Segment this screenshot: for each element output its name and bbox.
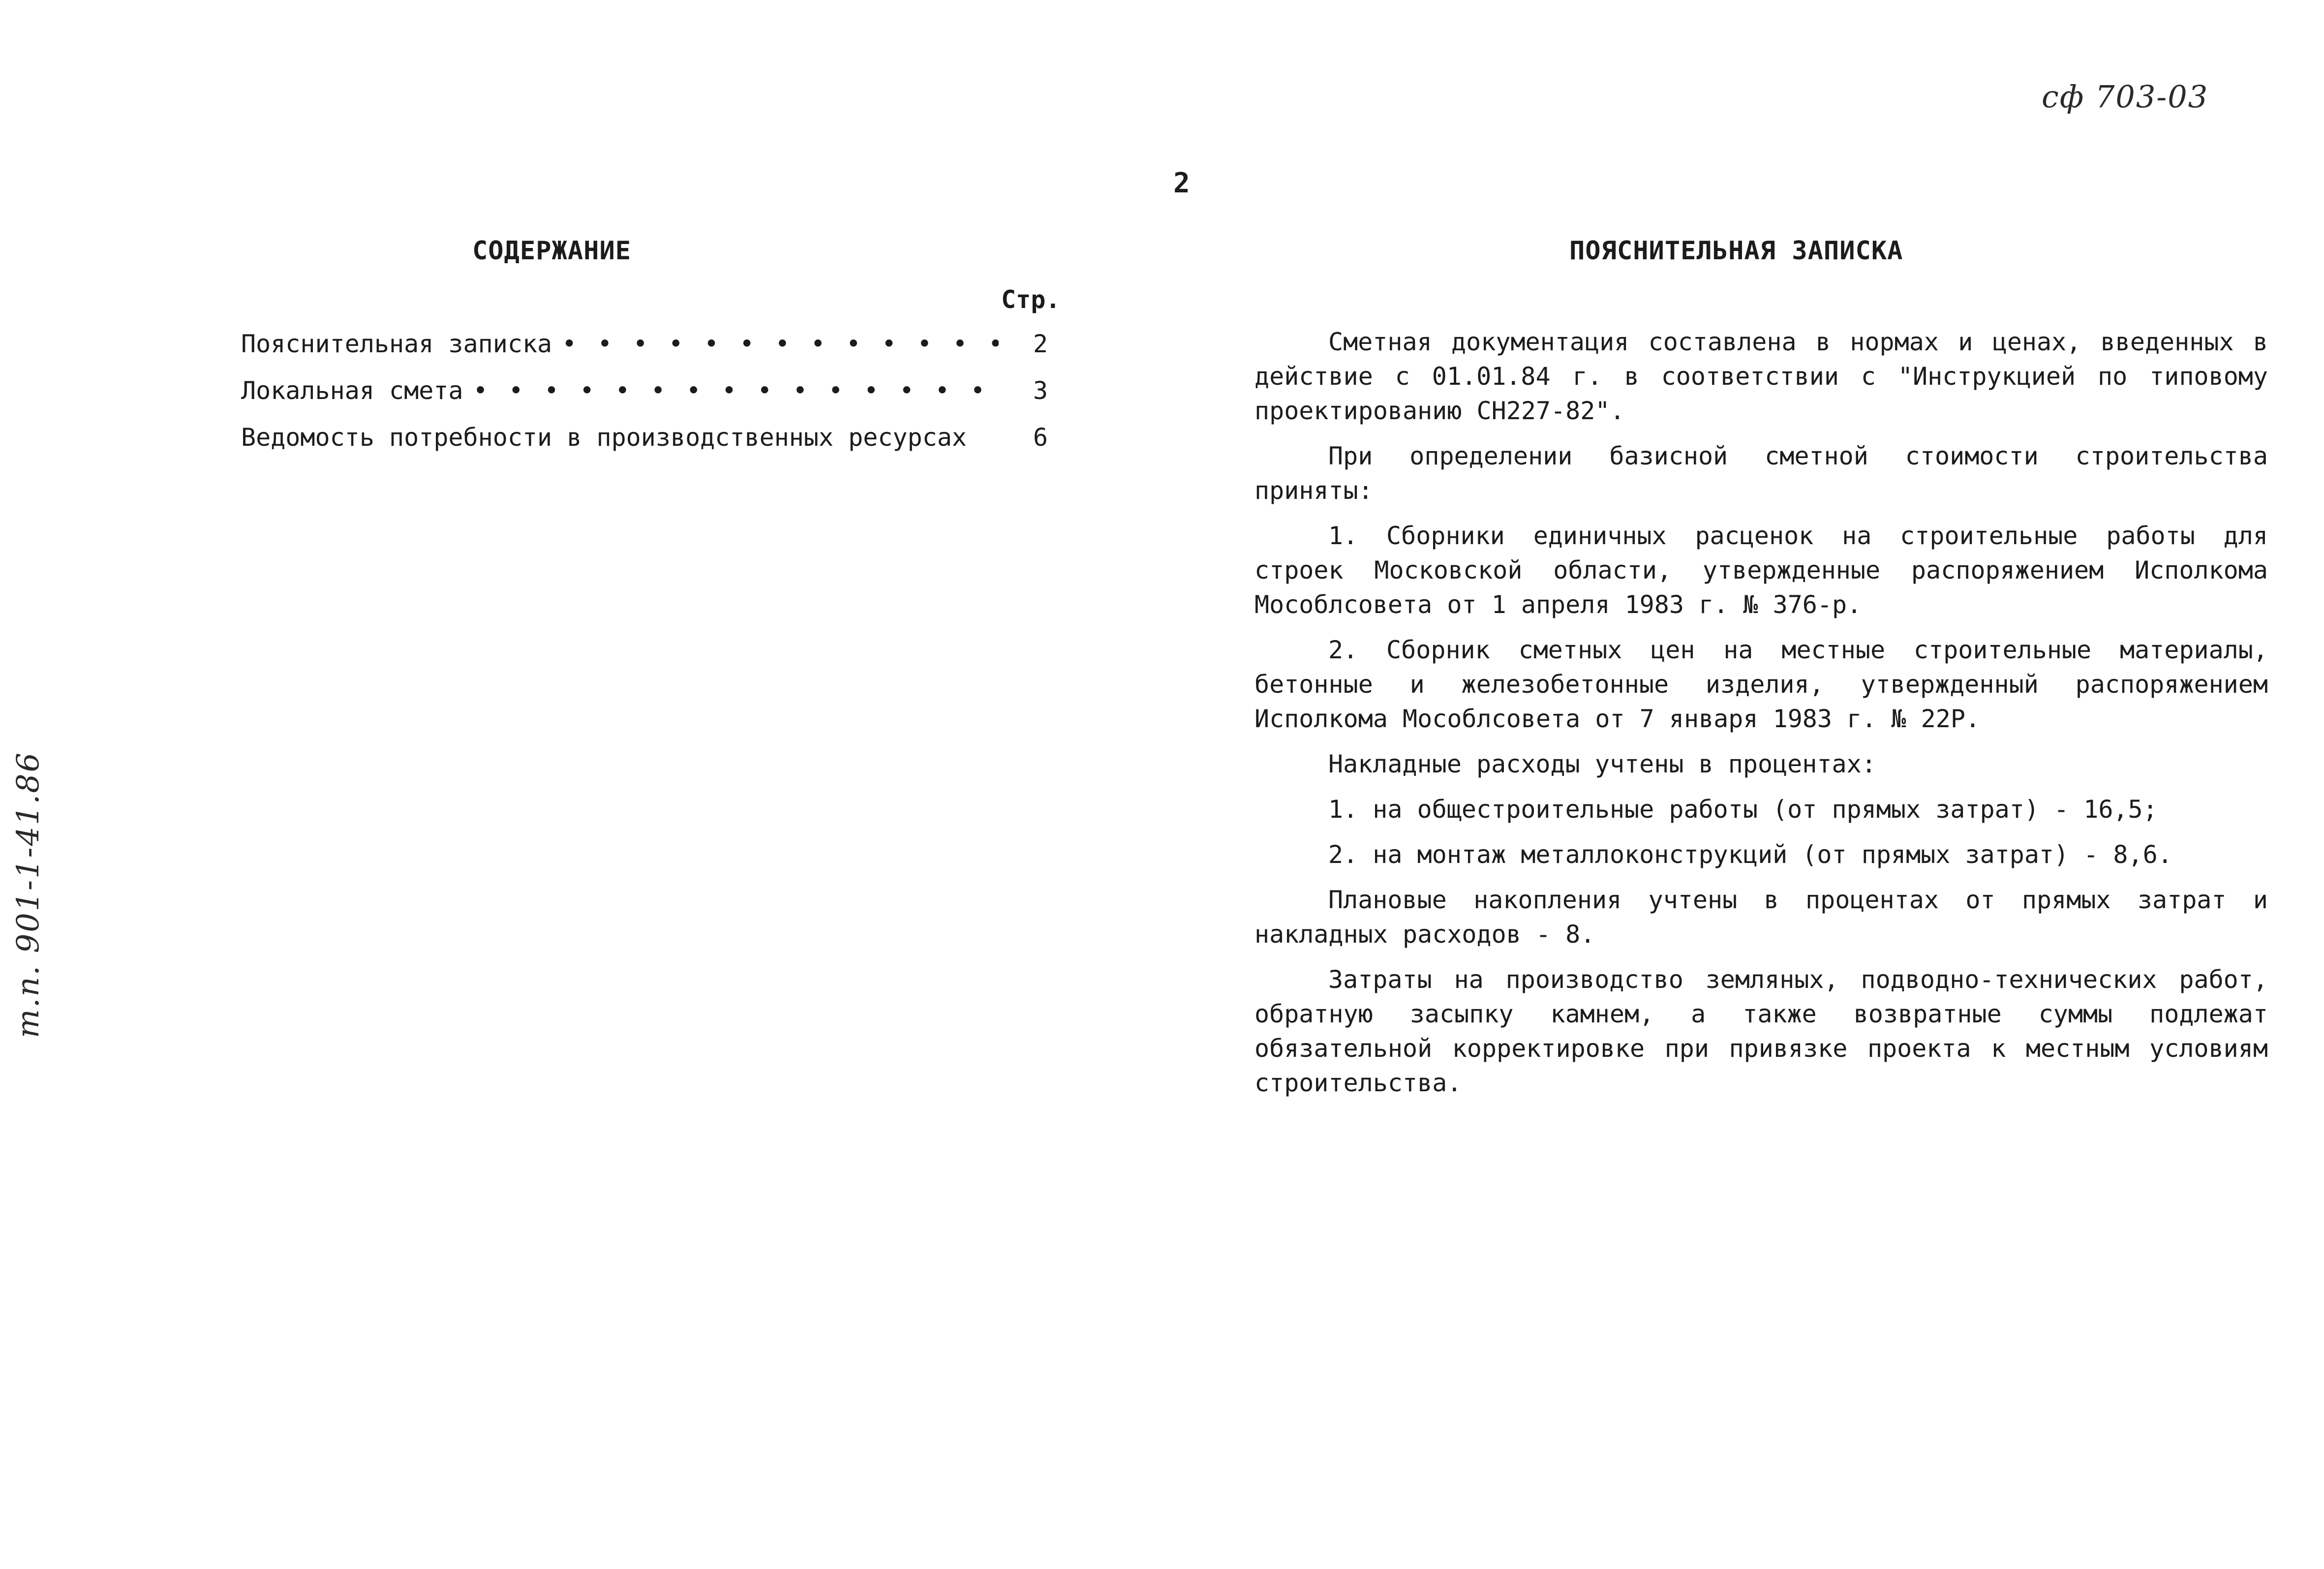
note-paragraph: Сметная документация составлена в нормах и ценах, введенных в действие с 01.01.84 г. в соответствии с "Инструкцией по типовому проектированию СН227-82". — [1254, 328, 2268, 425]
note-paragraph: Плановые накопления учтены в процентах от прямых затрат и накладных расходов - 8. — [1254, 886, 2268, 949]
contents-page-column-header: Стр. — [1001, 285, 1061, 314]
note-list-item: 2. на монтаж металлоконструкций (от прямых затрат) - 8,6. — [1328, 840, 2172, 869]
document-code-stamp: сф 703-03 — [2042, 79, 2209, 115]
contents-item-label: Ведомость потребности в производственных ресурсах — [241, 423, 967, 452]
contents-item-label: Пояснительная записка — [241, 330, 552, 358]
contents-title: СОДЕРЖАНИЕ — [472, 236, 632, 266]
dot-leader — [562, 330, 999, 358]
contents-item-page: 2 — [1033, 330, 1048, 358]
contents-item — [241, 330, 1048, 376]
contents-item-label: Локальная смета — [241, 376, 463, 405]
contents-list — [241, 330, 1048, 470]
project-code-stamp: т.п. 901-1-41.86 — [10, 751, 46, 1038]
contents-item — [241, 423, 1048, 470]
note-paragraph: Накладные расходы учтены в процентах: — [1328, 750, 1876, 778]
contents-item — [241, 376, 1048, 423]
note-paragraph: 2. Сборник сметных цен на местные строительные материалы, бетонные и железобетонные изделия, утвержденный распоряжением Исполкома Мособлсовета от 7 января 1983 г. № 22Р. — [1254, 636, 2268, 733]
page-number: 2 — [1173, 167, 1190, 199]
contents-item-page: 6 — [1033, 423, 1048, 452]
note-paragraph: Затраты на производство земляных, подводно-технических работ, обратную засыпку камнем, а также возвратные суммы подлежат обязательной корректировке при привязке проекта к местным условиям строительства. — [1254, 965, 2268, 1097]
explanatory-note-body — [1254, 325, 2268, 1111]
note-list-item: 1. на общестроительные работы (от прямых затрат) - 16,5; — [1328, 795, 2158, 824]
note-paragraph: 1. Сборники единичных расценок на строительные работы для строек Московской области, утвержденные распоряжением Исполкома Мособлсовета от 1 апреля 1983 г. № 376-р. — [1254, 522, 2268, 619]
note-paragraph: При определении базисной сметной стоимости строительства приняты: — [1254, 442, 2268, 505]
explanatory-note-title: ПОЯСНИТЕЛЬНАЯ ЗАПИСКА — [1569, 236, 1903, 266]
dot-leader — [473, 376, 999, 405]
contents-item-page: 3 — [1033, 376, 1048, 405]
